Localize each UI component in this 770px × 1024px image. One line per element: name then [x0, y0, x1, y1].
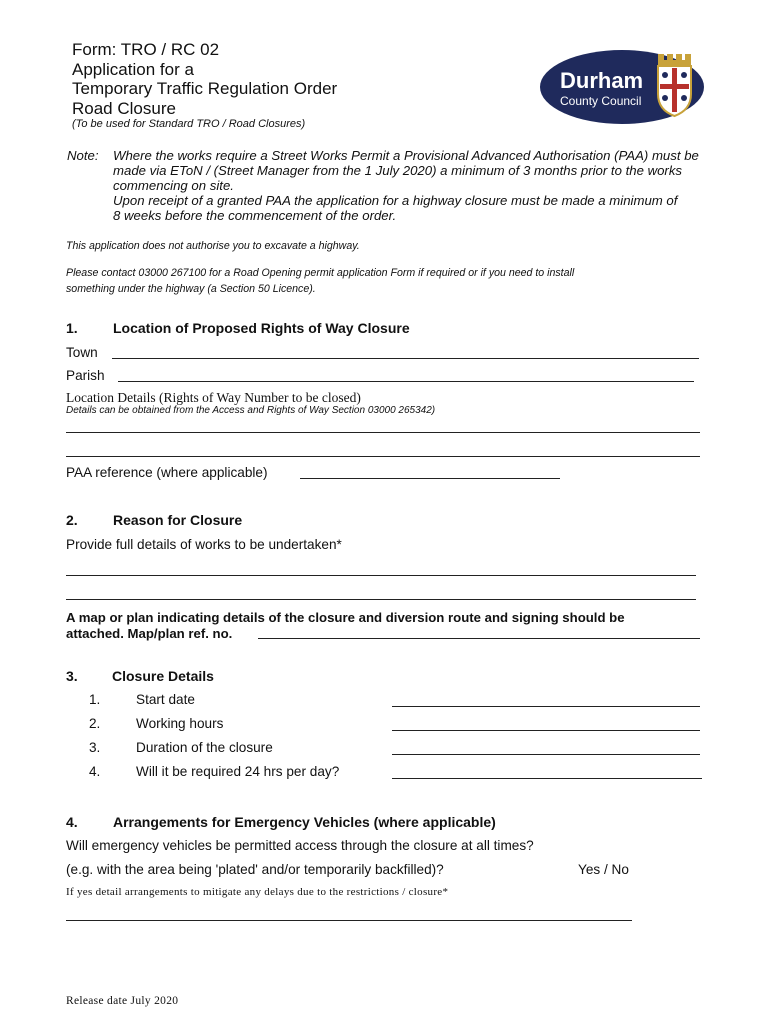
location-label: Location Details (Rights of Way Number to be closed) — [66, 390, 361, 405]
note-label: Note: — [67, 148, 99, 163]
contact-line: Please contact 03000 267100 for a Road Opening permit application Form if required or if you need to install — [66, 267, 575, 279]
section1-number: 1. — [66, 320, 78, 336]
section2-title: Reason for Closure — [113, 512, 243, 528]
section3-title: Closure Details — [112, 668, 214, 684]
item-number: 3. — [89, 740, 101, 755]
yes-no-choice[interactable]: Yes / No — [578, 862, 629, 877]
working-hours-label: Working hours — [136, 716, 224, 731]
parish-field[interactable] — [118, 381, 694, 382]
map-note-line1: A map or plan indicating details of the closure and diversion route and signing should be — [66, 610, 625, 625]
section1-title: Location of Proposed Rights of Way Closure — [113, 320, 410, 336]
parish-label: Parish — [66, 368, 105, 383]
note-line: Where the works require a Street Works Permit a Provisional Advanced Authorisation (PAA) must be — [113, 148, 699, 163]
section3-number: 3. — [66, 668, 78, 684]
release-date: Release date July 2020 — [66, 995, 179, 1007]
duration-field[interactable] — [392, 754, 700, 755]
map-ref-field[interactable] — [258, 638, 700, 639]
title-line: Road Closure — [72, 98, 176, 118]
title-line: Temporary Traffic Regulation Order — [72, 79, 338, 98]
24hrs-field[interactable] — [392, 778, 702, 779]
durham-logo — [540, 44, 706, 126]
item-number: 1. — [89, 692, 101, 707]
section4-title: Arrangements for Emergency Vehicles (where applicable) — [113, 814, 496, 830]
logo-sub: County Council — [560, 94, 642, 108]
contact-info — [66, 265, 574, 297]
note-line: commencing on site. — [113, 178, 234, 193]
works-field-1[interactable] — [66, 575, 696, 576]
form-title — [72, 40, 337, 118]
paa-field[interactable] — [300, 478, 560, 479]
location-hint: Details can be obtained from the Access and Rights of Way Section 03000 265342) — [66, 405, 436, 416]
logo-name: Durham — [560, 68, 644, 93]
emergency-example: (e.g. with the area being 'plated' and/or temporarily backfilled)? — [66, 862, 444, 877]
start-date-label: Start date — [136, 692, 195, 707]
disclaimer: This application does not authorise you to excavate a highway. — [66, 240, 360, 252]
shield-icon — [658, 54, 691, 116]
works-field-2[interactable] — [66, 599, 696, 600]
note-line: Upon receipt of a granted PAA the application for a highway closure must be made a minimum of — [113, 193, 678, 208]
contact-line: something under the highway (a Section 50 Licence). — [66, 283, 316, 295]
working-hours-field[interactable] — [392, 730, 700, 731]
note-line: made via EToN / (Street Manager from the 1 July 2020) a minimum of 3 months prior to the works — [113, 163, 683, 178]
paa-label: PAA reference (where applicable) — [66, 465, 268, 480]
item-number: 2. — [89, 716, 101, 731]
24hrs-label: Will it be required 24 hrs per day? — [136, 764, 340, 779]
item-number: 4. — [89, 764, 101, 779]
emergency-question: Will emergency vehicles be permitted access through the closure at all times? — [66, 838, 534, 853]
form-subtitle: (To be used for Standard TRO / Road Closures) — [72, 118, 306, 130]
title-line: Form: TRO / RC 02 — [72, 40, 220, 59]
start-date-field[interactable] — [392, 706, 700, 707]
location-field-2[interactable] — [66, 456, 700, 457]
town-label: Town — [66, 345, 98, 360]
section2-number: 2. — [66, 512, 78, 528]
arrangements-label: If yes detail arrangements to mitigate any delays due to the restrictions / closure* — [66, 886, 449, 898]
map-note-line2: attached. Map/plan ref. no. — [66, 626, 233, 641]
arrangements-field[interactable] — [66, 920, 632, 921]
town-field[interactable] — [112, 358, 699, 359]
note-text — [113, 148, 699, 223]
note-line: 8 weeks before the commencement of the order. — [113, 208, 397, 223]
title-line: Application for a — [72, 59, 194, 79]
works-prompt: Provide full details of works to be undertaken* — [66, 537, 342, 552]
section4-number: 4. — [66, 814, 78, 830]
location-field-1[interactable] — [66, 432, 700, 433]
duration-label: Duration of the closure — [136, 740, 273, 755]
